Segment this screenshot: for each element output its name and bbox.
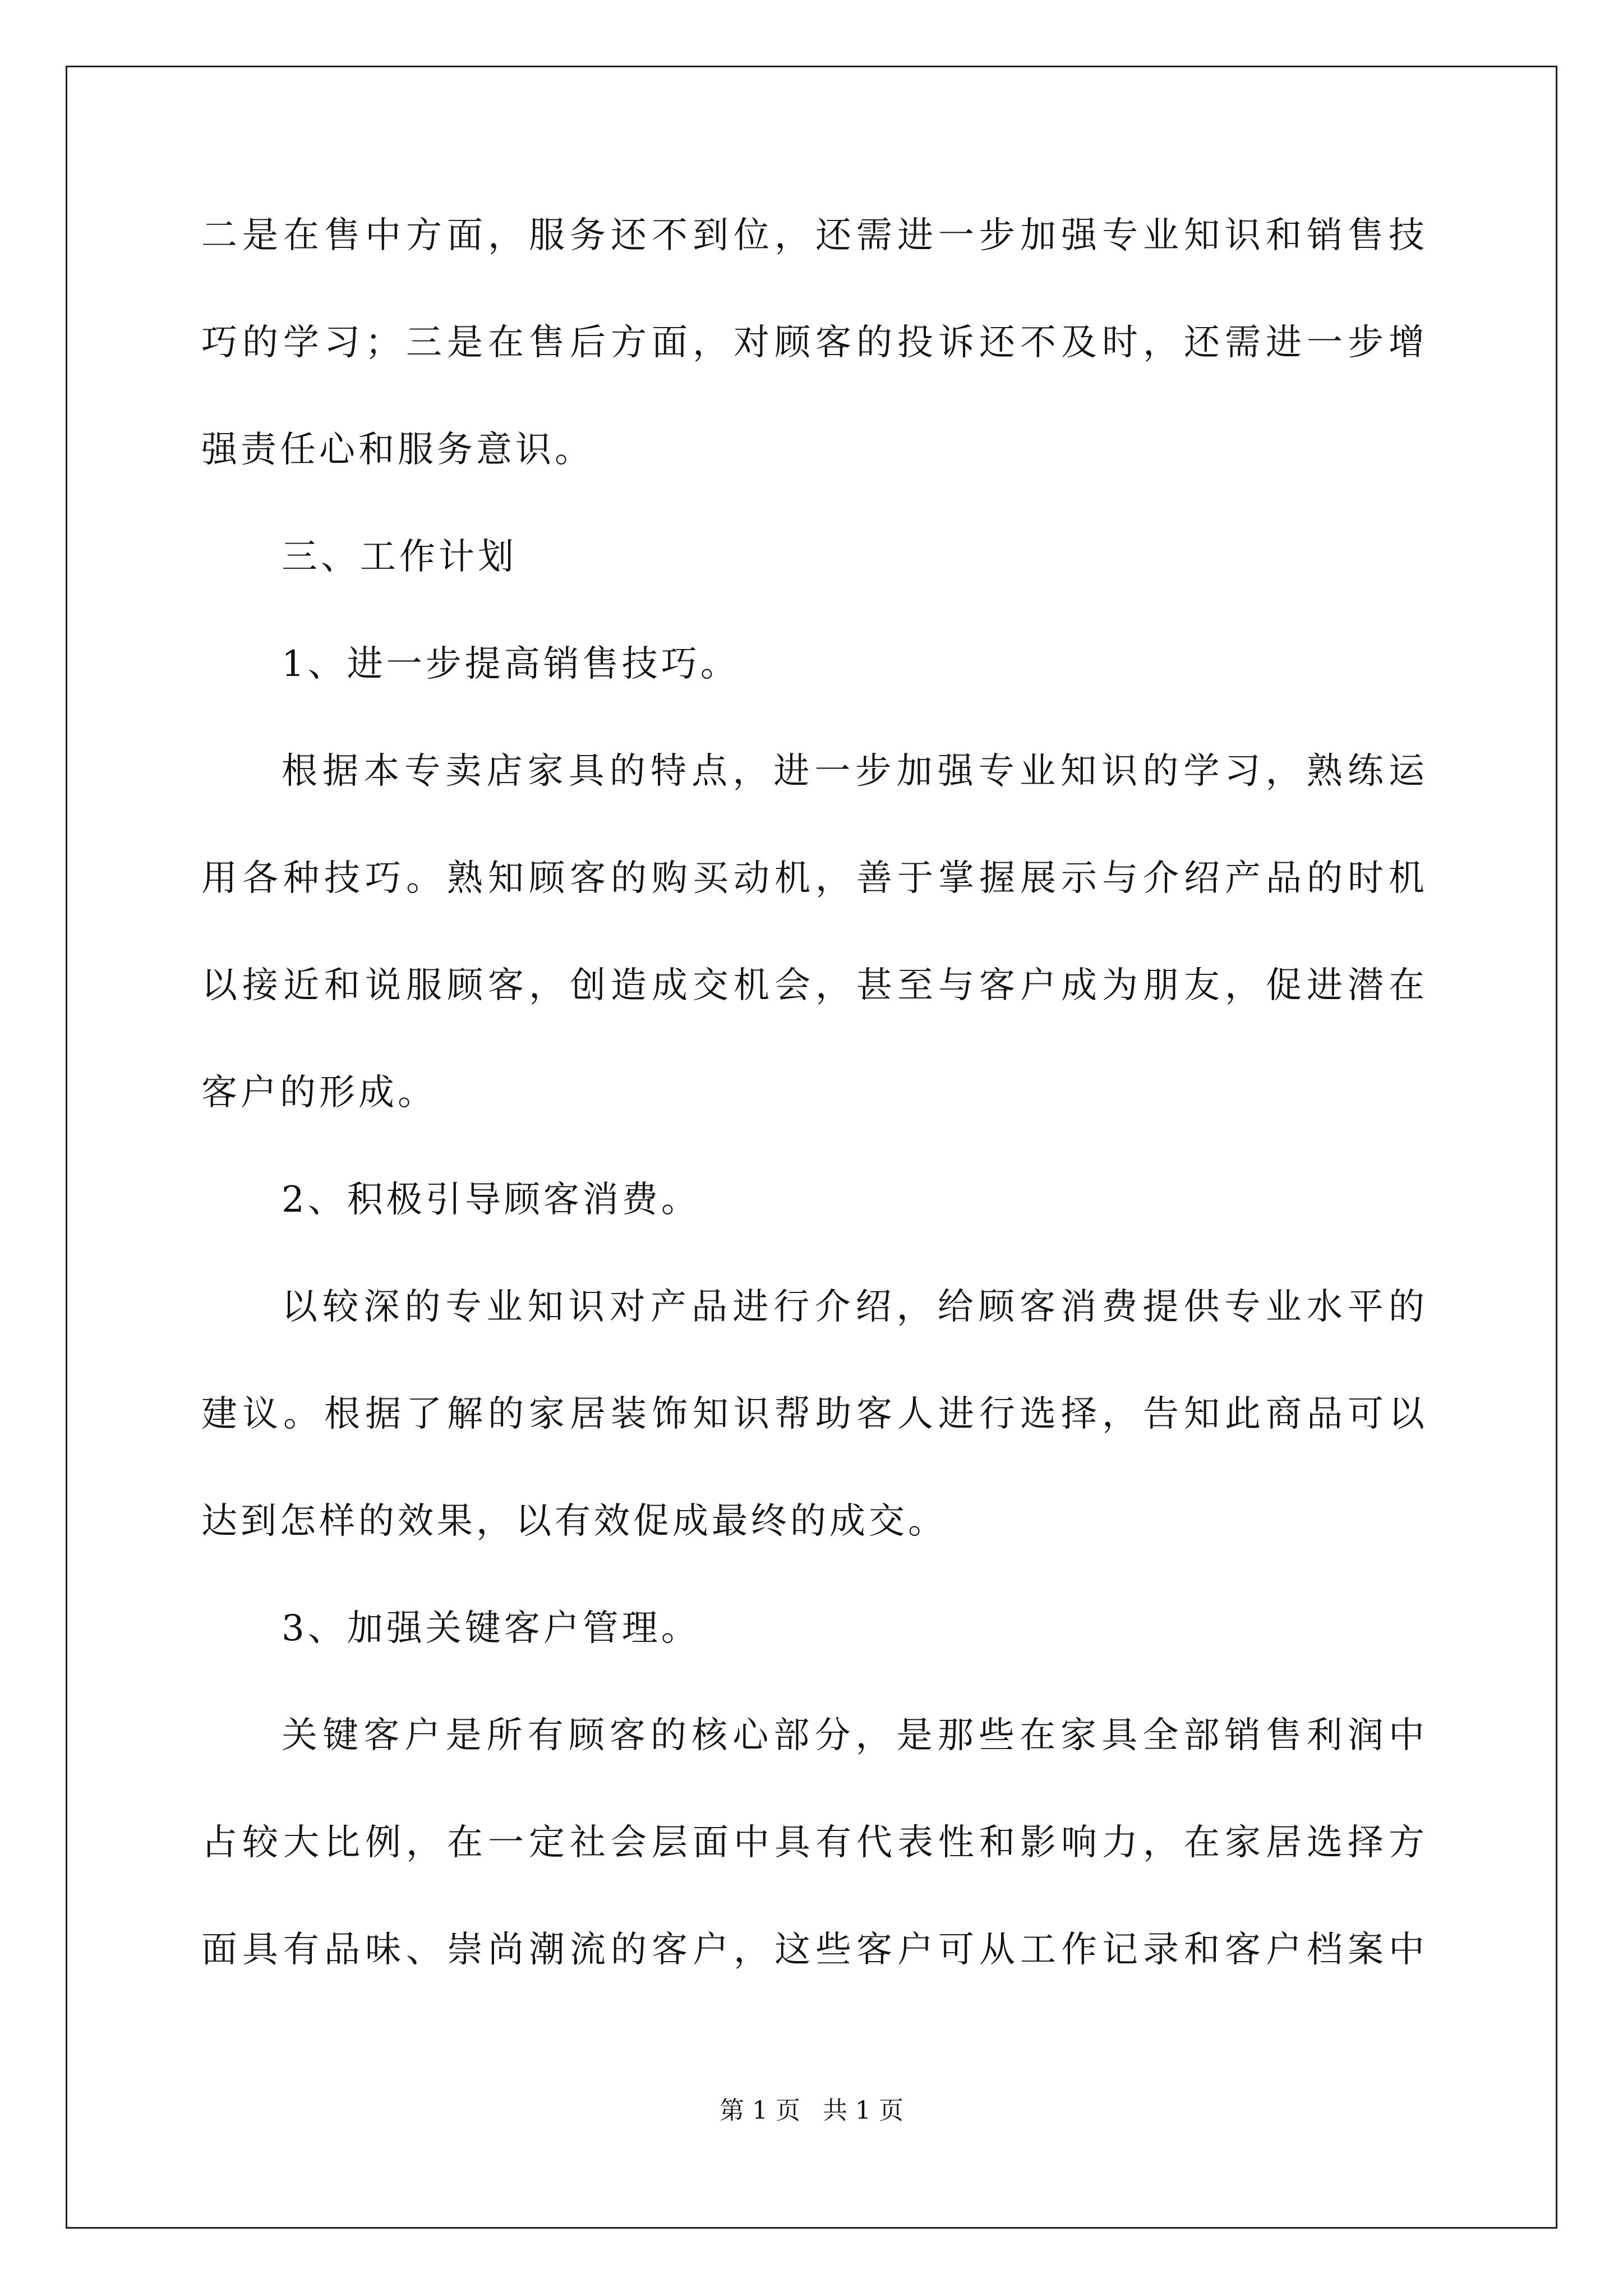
subsection-heading: 2、积极引导顾客消费。 (282, 1179, 700, 1221)
body-line: 根据本专卖店家具的特点，进一步加强专业知识的学习，熟练运 (282, 751, 1424, 792)
body-line: 建议。根据了解的家居装饰知识帮助客人进行选择，告知此商品可以 (201, 1393, 1424, 1435)
body-line: 以较深的专业知识对产品进行介绍，给顾客消费提供专业水平的 (282, 1286, 1424, 1328)
body-line: 客户的形成。 (201, 1072, 437, 1114)
body-line: 用各种技巧。熟知顾客的购买动机，善于掌握展示与介绍产品的时机 (201, 858, 1424, 899)
body-line: 面具有品味、崇尚潮流的客户，这些客户可从工作记录和客户档案中 (201, 1929, 1424, 1971)
subsection-heading: 3、加强关键客户管理。 (282, 1608, 700, 1649)
body-line: 巧的学习；三是在售后方面，对顾客的投诉还不及时，还需进一步增 (201, 322, 1424, 364)
section-heading: 三、工作计划 (282, 536, 517, 578)
page-number-total: 共 1 页 (823, 2096, 903, 2125)
body-line: 以接近和说服顾客，创造成交机会，甚至与客户成为朋友，促进潜在 (201, 965, 1424, 1006)
page-number-current: 第 1 页 (720, 2096, 800, 2125)
subsection-heading: 1、进一步提高销售技巧。 (282, 643, 740, 685)
page-footer (0, 2096, 1623, 2126)
body-line: 占较大比例，在一定社会层面中具有代表性和影响力，在家居选择方 (201, 1822, 1424, 1864)
page-border (66, 66, 1557, 2229)
body-line: 强责任心和服务意识。 (201, 429, 594, 471)
body-line: 关键客户是所有顾客的核心部分，是那些在家具全部销售利润中 (282, 1715, 1424, 1756)
body-line: 达到怎样的效果，以有效促成最终的成交。 (201, 1501, 947, 1542)
body-line: 二是在售中方面，服务还不到位，还需进一步加强专业知识和销售技 (201, 215, 1424, 256)
